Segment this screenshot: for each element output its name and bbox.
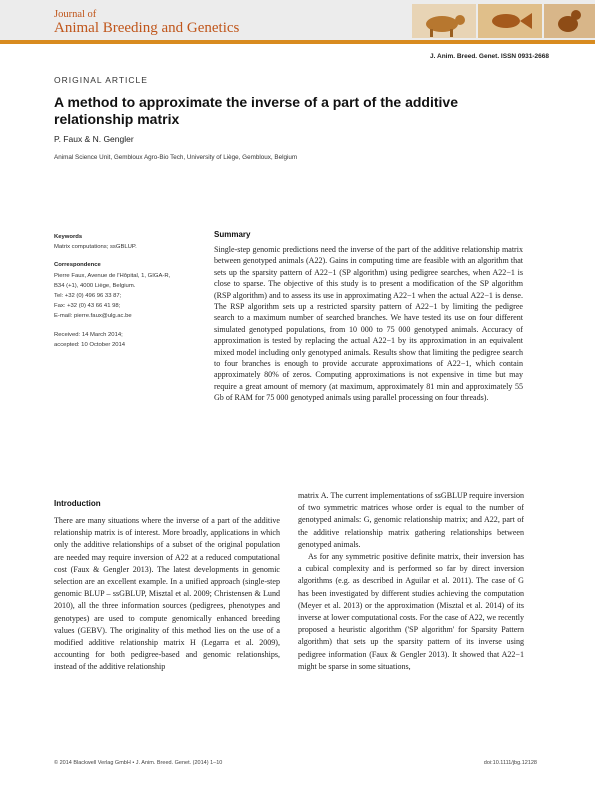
journal-banner — [0, 0, 595, 44]
banner-stripe — [0, 40, 595, 44]
keywords-label: Keywords — [54, 234, 83, 240]
article-title: A method to approximate the inverse of a part of the additive relationship matrix — [54, 94, 458, 127]
keywords: Matrix computations; ssGBLUP. — [54, 244, 137, 251]
email-link[interactable]: E-mail: pierre.faux@ulg.ac.be — [54, 313, 132, 320]
address-line-1: Pierre Faux, Avenue de l'Hôpital, 1, GIGA-R, — [54, 272, 171, 279]
copyright-footer: © 2014 Blackwell Verlag GmbH • J. Anim. Breed. Genet. (2014) 1–10 — [54, 760, 223, 766]
accepted-date: accepted: 10 October 2014 — [54, 341, 126, 348]
fax: Fax: +32 (0) 43 66 41 98; — [54, 303, 121, 310]
introduction-heading: Introduction — [54, 499, 101, 508]
address-line-2: B34 (+1), 4000 Liège, Belgium. — [54, 282, 136, 289]
telephone: Tel: +32 (0) 496 96 33 87; — [54, 293, 122, 300]
introduction-column-1: There are many situations where the inverse of a part of the additive relationship matrix is of interest. More broadly, applications in which only the additive relationships of a subset of the original population are needed may require inversion of A22 at a reduced computational cost (Faux & Gengler 2013). The latest developments in genomic selection are an excellent example. In a unified approach (single-step genomic BLUP – ssGBLUP, Misztal et al. 2009; Christensen & Lund 2010), all the three information sources (pedigrees, phenotypes and genotypes) are used to compute genomically enhanced breeding values (GEBV). The originality of this method lies on the use of a modified additive relationship matrix H (Legarra et al. 2009), accounting for both pedigree-based and genomic relationships, instead of the additive relationship — [54, 516, 280, 672]
affiliation: Animal Science Unit, Gembloux Agro-Bio Tech, University of Liège, Gembloux, Belgium — [54, 154, 298, 161]
article-type: ORIGINAL ARTICLE — [54, 75, 148, 85]
summary-text: Single-step genomic predictions need the inverse of the part of the additive relationship matrix between genotyped animals (A22). Gains in computing time are feasible with an algorithm that sets up the sparsity pattern of A22−1 (SP algorithm) using pedigree searches, when A22−1 is close to sparse. The objective of this study is to present a modification of the SP algorithm (RSP algorithm) and to assess its use in approximating A22−1 when the actual A22−1 is dense. The RSP algorithm sets up a restricted sparsity pattern of A22−1 by limiting the pedigree search to a maximum number of searched branches. We have tested its use on four different simulated genotyped populations, from 10 000 to 75 000 genotyped animals. Accuracy of approximation is tested by replacing the actual A22−1 by its approximation in an equivalent mixed model including only genotyped animals. Results show that limiting the pedigree search to four branches is enough to provide accurate approximations of A22−1, which contain approximately 80% of zeros. Computing approximations is not expensive in time but may require a great amount of memory (at maximum, approximately 81 min and approximately 55 Gb of RAM for 75 000 genotyped animals using parallel processing on four threads). — [214, 245, 523, 403]
authors: P. Faux & N. Gengler — [54, 134, 134, 144]
article-sidebar — [54, 232, 204, 350]
received-date: Received: 14 March 2014; — [54, 331, 123, 338]
doi-footer[interactable]: doi:10.1111/jbg.12128 — [483, 760, 537, 766]
fish-logo-icon — [478, 4, 542, 38]
journal-citation: J. Anim. Breed. Genet. ISSN 0931-2668 — [430, 53, 549, 60]
summary-heading: Summary — [214, 230, 251, 239]
correspondence-label: Correspondence — [54, 262, 101, 269]
bird-logo-icon — [544, 4, 595, 38]
introduction-paragraph-2: As for any symmetric positive definite matrix, their inversion has a cubical complexity and is performed so far by direct inversion algorithms (e.g. as described in Aguilar et al. 2011). The case of G has been investigated by different studies achieving the computation (Meyer et al. 2013) or the approximation (Misztal et al. 2014) of its inverse at lower computational costs. For the case of A22, we recently proposed a heuristic algorithm ('SP algorithm' for Sparsity Pattern algorithm) that sets up the sparsity pattern of its inverse using pedigree information (Faux & Gengler 2013). It showed that A22−1 might be sparse in some situations, — [298, 552, 524, 671]
introduction-paragraph-1: matrix A. The current implementations of ssGBLUP require inversion of two symmetric matrices whose order is equal to the number of genotyped animals: G, genomic relationship matrix; and A22, part of the additive relationship matrix gathering relationships between genotyped animals. — [298, 491, 524, 549]
journal-name: Animal Breeding and Genetics — [54, 20, 240, 36]
introduction-column-2 — [298, 490, 524, 673]
journal-name-small: Journal of — [54, 9, 97, 20]
cattle-logo-icon — [412, 4, 476, 38]
